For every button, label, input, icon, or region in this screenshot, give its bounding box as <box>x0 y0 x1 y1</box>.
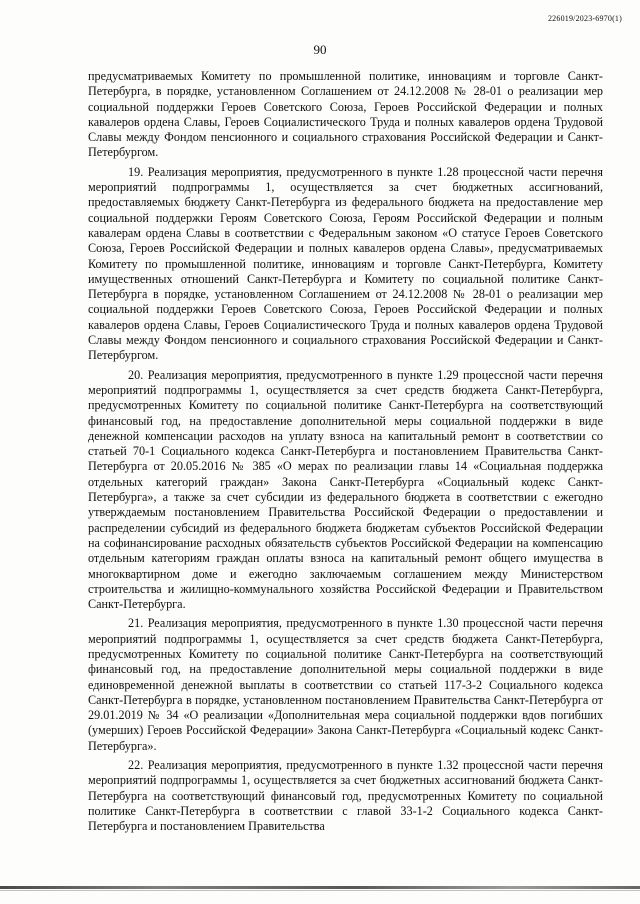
paragraph-20: 20. Реализация мероприятия, предусмотренного в пункте 1.29 процессной части перечня мероприятий подпрограммы 1, осуществляется за счет средств бюджета Санкт-Петербурга, предусмотренных Комитету по социальной политике Санкт-Петербурга на соответствующий финансовый год, на предоставление дополнительной меры социальной поддержки в виде денежной компенсации расходов на уплату взноса на капитальный ремонт в соответствии со статьей 70-1 Социального кодекса Санкт-Петербурга и постановлением Правительства Санкт-Петербурга от 20.05.2016 № 385 «О мерах по реализации главы 14 «Социальная поддержка отдельных категорий граждан» Закона Санкт-Петербурга «Социальный кодекс Санкт-Петербурга», а также за счет субсидии из федерального бюджета в соответствии с ежегодно утверждаемым постановлением Правительства Российской Федерации о предоставлении и распределении субсидий из федерального бюджета бюджетам субъектов Российской Федерации на софинансирование расходных обязательств субъектов Российской Федерации на компенсацию отдельным категориям граждан оплаты взноса на капитальный ремонт общего имущества в многоквартирном доме и ежегодно заключаемым соглашением между Министерством строительства и жилищно-коммунального хозяйства Российской Федерации и Правительством Санкт-Петербурга. <box>88 367 603 612</box>
paragraph-21: 21. Реализация мероприятия, предусмотренного в пункте 1.30 процессной части перечня мероприятий подпрограммы 1, осуществляется за счет средств бюджета Санкт-Петербурга, предусмотренных Комитету по социальной политике Санкт-Петербурга на соответствующий финансовый год, на предоставление дополнительной меры социальной поддержки в виде единовременной денежной выплаты в соответствии со статьей 117-3-2 Социального кодекса Санкт-Петербурга в порядке, установленном постановлением Правительства Санкт-Петербурга от 29.01.2019 № 34 «О реализации «Дополнительная мера социальной поддержки вдов погибших (умерших) Героев Российской Федерации» Закона Санкт-Петербурга «Социальный кодекс Санкт-Петербурга». <box>88 616 603 753</box>
paragraph-continuation: предусматриваемых Комитету по промышленной политике, инновациям и торговле Санкт-Петербурга, в порядке, установленном Соглашением от 24.12.2008 № 28-01 о реализации мер социальной поддержки Героев Советского Союза, Героев Российской Федерации и полных кавалеров ордена Славы, Героев Социалистического Труда и полных кавалеров ордена Трудовой Славы между Фондом пенсионного и социального страхования Российской Федерации и Санкт-Петербургом. <box>88 69 603 160</box>
paragraph-19: 19. Реализация мероприятия, предусмотренного в пункте 1.28 процессной части перечня мероприятий подпрограммы 1, осуществляется за счет бюджетных ассигнований, предоставляемых бюджету Санкт-Петербурга из федерального бюджета на предоставление мер социальной поддержки Героям Советского Союза, Героям Российской Федерации и полным кавалерам ордена Славы в соответствии с Федеральным законом «О статусе Героев Советского Союза, Героев Российской Федерации и полных кавалеров ордена Славы», предусматриваемых Комитету по промышленной политике, инновациям и торговле Санкт-Петербурга, Комитету имущественных отношений Санкт-Петербурга и Комитету по социальной политике Санкт-Петербурга в порядке, установленном Соглашением от 24.12.2008 № 28-01 о реализации мер социальной поддержки Героев Советского Союза, Героев Российской Федерации и полных кавалеров ордена Славы, Героев Социалистического Труда и полных кавалеров ордена Трудовой Славы между Фондом пенсионного и социального страхования Российской Федерации и Санкт-Петербургом. <box>88 164 603 363</box>
document-id: 226019/2023-6970(1) <box>547 14 622 23</box>
scan-edge-line-thin <box>0 890 640 891</box>
scan-edge-line <box>0 886 640 889</box>
document-body <box>88 69 603 839</box>
paragraph-22: 22. Реализация мероприятия, предусмотренного в пункте 1.32 процессной части перечня мероприятий подпрограммы 1, осуществляется за счет бюджетных ассигнований бюджета Санкт-Петербурга на соответствующий финансовый год, предусмотренных Комитету по социальной политике Санкт-Петербурга в соответствии с главой 33-1-2 Социального кодекса Санкт-Петербурга и постановлением Правительства <box>88 758 603 834</box>
page-number: 90 <box>313 42 327 57</box>
